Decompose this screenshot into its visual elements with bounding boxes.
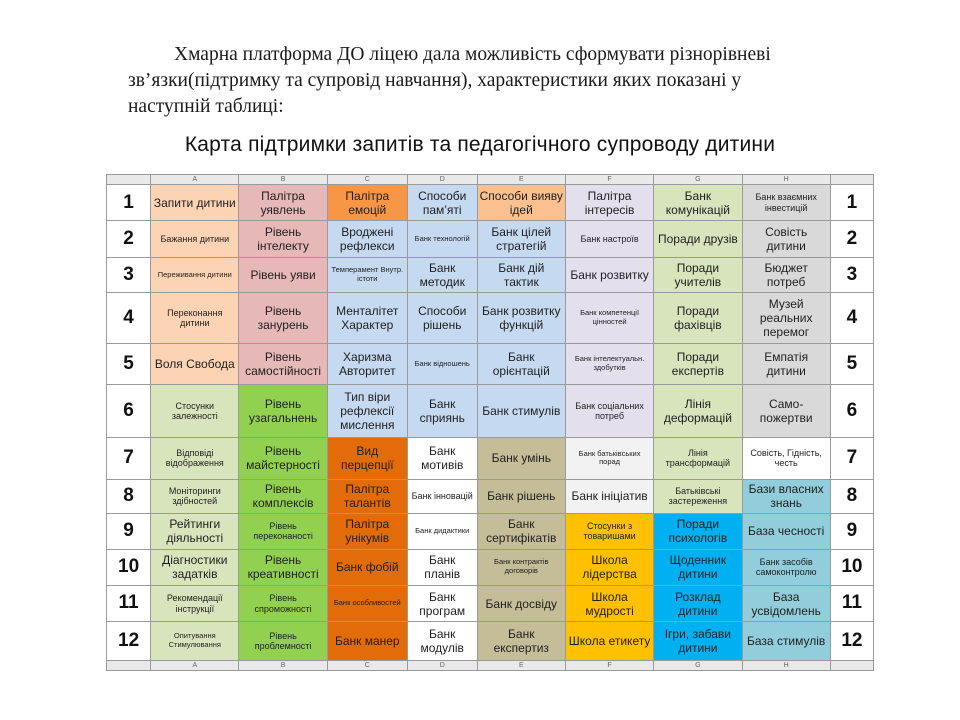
table-cell: Банк манер xyxy=(327,622,407,661)
table-cell: Банк інновацій xyxy=(407,479,477,513)
row-number: 5 xyxy=(830,343,873,385)
table-cell: База стимулів xyxy=(742,622,830,661)
table-cell: Рівень комплексів xyxy=(239,479,327,513)
table-cell: Стосунки з товаришами xyxy=(565,514,653,549)
table-cell: Способи пам’яті xyxy=(407,185,477,221)
table-cell: Відповіді відображення xyxy=(151,438,239,480)
table-cell: Поради учителів xyxy=(654,257,742,292)
table-cell: Емпатія дитини xyxy=(742,343,830,385)
column-letter: G xyxy=(654,175,742,185)
header-corner xyxy=(830,661,873,671)
table-row xyxy=(107,514,874,549)
row-number: 5 xyxy=(107,343,151,385)
table-cell: Палітра інтересів xyxy=(565,185,653,221)
table-cell: Темперамент Внутр. істоти xyxy=(327,257,407,292)
column-letter: E xyxy=(477,661,565,671)
table-cell: Банк експертиз xyxy=(477,622,565,661)
row-number: 3 xyxy=(107,257,151,292)
table-cell: Школа мудрості xyxy=(565,585,653,621)
table-cell: Банк засобів самоконтролю xyxy=(742,549,830,585)
row-number: 2 xyxy=(107,221,151,257)
header-corner xyxy=(107,661,151,671)
table-cell: Банк відношень xyxy=(407,343,477,385)
table-cell: Палітра талантів xyxy=(327,479,407,513)
table-cell: Рейтинги діяльності xyxy=(151,514,239,549)
table-cell: Рівень проблемності xyxy=(239,622,327,661)
column-letter: F xyxy=(565,175,653,185)
row-number: 11 xyxy=(830,585,873,621)
table-cell: Вроджені рефлекси xyxy=(327,221,407,257)
table-cell: Моніторинги здібностей xyxy=(151,479,239,513)
table-row xyxy=(107,438,874,480)
table-row xyxy=(107,622,874,661)
table-cell: Запити дитини xyxy=(151,185,239,221)
table-row xyxy=(107,585,874,621)
row-number: 4 xyxy=(830,293,873,344)
table-cell: Банк особливостей xyxy=(327,585,407,621)
intro-paragraph xyxy=(128,42,858,120)
table-cell: Банк сертифікатів xyxy=(477,514,565,549)
row-number: 10 xyxy=(830,549,873,585)
table-row xyxy=(107,293,874,344)
table-cell: Способи вияву ідей xyxy=(477,185,565,221)
table-cell: База чесності xyxy=(742,514,830,549)
column-letter: B xyxy=(239,661,327,671)
header-corner xyxy=(107,175,151,185)
intro-line: наступній таблиці: xyxy=(128,96,284,117)
table-cell: Банк програм xyxy=(407,585,477,621)
row-number: 12 xyxy=(830,622,873,661)
column-letter: C xyxy=(327,175,407,185)
table-cell: Воля Свобода xyxy=(151,343,239,385)
table-cell: Банк комунікацій xyxy=(654,185,742,221)
row-number: 2 xyxy=(830,221,873,257)
table-cell: Банк модулів xyxy=(407,622,477,661)
table-cell: Поради експертів xyxy=(654,343,742,385)
row-number: 11 xyxy=(107,585,151,621)
row-number: 12 xyxy=(107,622,151,661)
table-cell: Банк планів xyxy=(407,549,477,585)
table-cell: Рівень переконаності xyxy=(239,514,327,549)
row-number: 8 xyxy=(830,479,873,513)
table-cell: Банк цілей стратегій xyxy=(477,221,565,257)
table-cell: Переживання дитини xyxy=(151,257,239,292)
table-cell: Банк настроїв xyxy=(565,221,653,257)
table-row xyxy=(107,185,874,221)
table-cell: Менталітет Характер xyxy=(327,293,407,344)
table-cell: Бажання дитини xyxy=(151,221,239,257)
column-letter: H xyxy=(742,661,830,671)
table-cell: Рівень занурень xyxy=(239,293,327,344)
intro-line: зв’язки(підтримку та супровід навчання), характеристики яких показані у xyxy=(128,70,742,91)
row-number: 9 xyxy=(107,514,151,549)
table-cell: Банк мотивів xyxy=(407,438,477,480)
row-number: 6 xyxy=(107,385,151,438)
table-cell: Переконання дитини xyxy=(151,293,239,344)
table-cell: Батьківські застереження xyxy=(654,479,742,513)
table-cell: Палітра емоцій xyxy=(327,185,407,221)
table-cell: Банк методик xyxy=(407,257,477,292)
column-letter: F xyxy=(565,661,653,671)
table-cell: Совість, Гідність, честь xyxy=(742,438,830,480)
table-cell: Банк розвитку функцій xyxy=(477,293,565,344)
table-cell: Рівень спроможності xyxy=(239,585,327,621)
table-cell: Банк взаємних інвестицій xyxy=(742,185,830,221)
table-cell: Само-пожертви xyxy=(742,385,830,438)
table-cell: Банк досвіду xyxy=(477,585,565,621)
column-letter: A xyxy=(151,661,239,671)
table-cell: Палітра унікумів xyxy=(327,514,407,549)
table-cell: Палітра уявлень xyxy=(239,185,327,221)
support-map-table xyxy=(106,174,874,671)
table-row xyxy=(107,479,874,513)
table-cell: Поради друзів xyxy=(654,221,742,257)
table-cell: Рекомендації інструкції xyxy=(151,585,239,621)
column-letter: H xyxy=(742,175,830,185)
column-letter: D xyxy=(407,175,477,185)
table-cell: Банк стимулів xyxy=(477,385,565,438)
row-number: 3 xyxy=(830,257,873,292)
table-cell: Харизма Авторитет xyxy=(327,343,407,385)
row-number: 4 xyxy=(107,293,151,344)
table-cell: Вид перцепції xyxy=(327,438,407,480)
table-cell: Бази власних знань xyxy=(742,479,830,513)
table-cell: Бюджет потреб xyxy=(742,257,830,292)
table-cell: Лінія трансформацій xyxy=(654,438,742,480)
table-cell: Банк рішень xyxy=(477,479,565,513)
table-cell: Банк орієнтацій xyxy=(477,343,565,385)
row-number: 1 xyxy=(830,185,873,221)
table-row xyxy=(107,549,874,585)
column-letter: E xyxy=(477,175,565,185)
table-row xyxy=(107,385,874,438)
row-number: 7 xyxy=(107,438,151,480)
table-cell: Ігри, забави дитини xyxy=(654,622,742,661)
table-row xyxy=(107,343,874,385)
column-letter: G xyxy=(654,661,742,671)
row-number: 7 xyxy=(830,438,873,480)
table-cell: Рівень креативності xyxy=(239,549,327,585)
table-cell: Розклад дитини xyxy=(654,585,742,621)
intro-line: Хмарна платформа ДО ліцею дала можливість сформувати різнорівневі xyxy=(174,44,771,65)
table-cell: Банк фобій xyxy=(327,549,407,585)
column-header-row-bottom xyxy=(107,661,874,671)
table-cell: Банк інтелектуальн. здобутків xyxy=(565,343,653,385)
table-cell: Діагностики задатків xyxy=(151,549,239,585)
table-cell: Рівень інтелекту xyxy=(239,221,327,257)
row-number: 1 xyxy=(107,185,151,221)
table-cell: Поради фахівців xyxy=(654,293,742,344)
table-cell: Рівень майстерності xyxy=(239,438,327,480)
table-cell: База усвідомлень xyxy=(742,585,830,621)
table-cell: Щоденник дитини xyxy=(654,549,742,585)
table-row xyxy=(107,221,874,257)
table-cell: Банк технологій xyxy=(407,221,477,257)
row-number: 6 xyxy=(830,385,873,438)
column-letter: C xyxy=(327,661,407,671)
table-cell: Рівень узагальнень xyxy=(239,385,327,438)
table-cell: Тип віри рефлексії мислення xyxy=(327,385,407,438)
table-cell: Школа лідерства xyxy=(565,549,653,585)
table-cell: Способи рішень xyxy=(407,293,477,344)
row-number: 9 xyxy=(830,514,873,549)
row-number: 10 xyxy=(107,549,151,585)
table-cell: Банк дидактики xyxy=(407,514,477,549)
table-cell: Банк батьківських порад xyxy=(565,438,653,480)
table-cell: Банк контрактів договорів xyxy=(477,549,565,585)
table-cell: Банк ініціатив xyxy=(565,479,653,513)
table-row xyxy=(107,257,874,292)
header-corner xyxy=(830,175,873,185)
column-letter: B xyxy=(239,175,327,185)
table-cell: Банк компетенції цінностей xyxy=(565,293,653,344)
column-header-row-top xyxy=(107,175,874,185)
table-cell: Совість дитини xyxy=(742,221,830,257)
table-cell: Банк розвитку xyxy=(565,257,653,292)
table-cell: Банк сприянь xyxy=(407,385,477,438)
table-cell: Школа етикету xyxy=(565,622,653,661)
table-cell: Лінія деформацій xyxy=(654,385,742,438)
table-cell: Банк соціальних потреб xyxy=(565,385,653,438)
table-cell: Стосунки залежності xyxy=(151,385,239,438)
column-letter: A xyxy=(151,175,239,185)
table-cell: Рівень самостійності xyxy=(239,343,327,385)
table-cell: Музей реальних перемог xyxy=(742,293,830,344)
table-cell: Банк умінь xyxy=(477,438,565,480)
table-cell: Поради психологів xyxy=(654,514,742,549)
row-number: 8 xyxy=(107,479,151,513)
table-cell: Опитування Стимулювання xyxy=(151,622,239,661)
table-cell: Банк дій тактик xyxy=(477,257,565,292)
table-cell: Рівень уяви xyxy=(239,257,327,292)
table-title: Карта підтримки запитів та педагогічного супроводу дитини xyxy=(184,133,776,156)
column-letter: D xyxy=(407,661,477,671)
